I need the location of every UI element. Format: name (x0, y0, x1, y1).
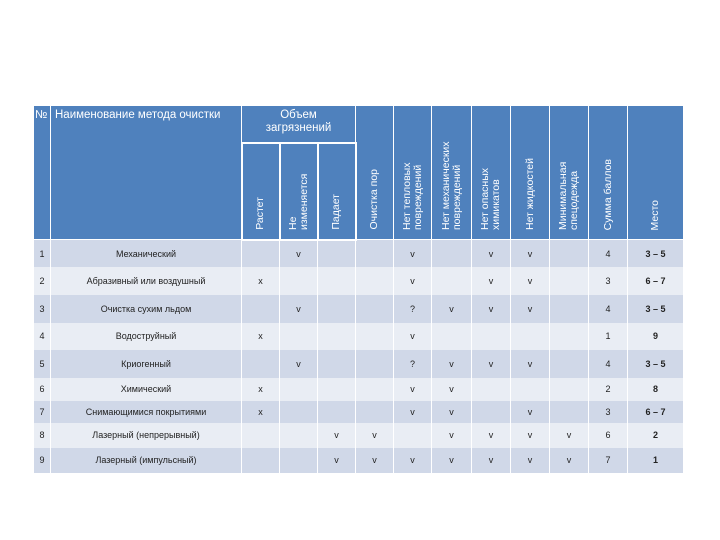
header-place: Место (628, 106, 684, 240)
cell-cloth: v (550, 423, 589, 448)
header-clothing: Минимальная спецодежда (550, 106, 589, 240)
cell-grows: x (242, 267, 280, 295)
cell-pores (356, 323, 394, 351)
cell-num: 5 (34, 350, 51, 378)
cell-liq: v (511, 267, 550, 295)
cell-mech: v (432, 448, 472, 473)
header-volume-group: Объем загрязнений (242, 106, 356, 144)
cell-pores (356, 350, 394, 378)
table-row (34, 323, 684, 351)
cell-mech: v (432, 295, 472, 323)
table-row (34, 295, 684, 323)
table-row (34, 240, 684, 268)
cell-place: 3 – 5 (628, 240, 684, 268)
cell-thermal: v (394, 267, 432, 295)
cell-cloth (550, 378, 589, 401)
cell-score: 2 (589, 378, 628, 401)
cell-cloth: v (550, 448, 589, 473)
cell-name: Лазерный (импульсный) (51, 448, 242, 473)
cell-pores (356, 295, 394, 323)
cell-mech: v (432, 350, 472, 378)
cell-same: v (280, 350, 318, 378)
cell-same (280, 448, 318, 473)
cell-grows (242, 423, 280, 448)
cell-place: 2 (628, 423, 684, 448)
cell-liq (511, 378, 550, 401)
cell-score: 4 (589, 295, 628, 323)
cell-falls: v (318, 423, 356, 448)
cell-cloth (550, 401, 589, 424)
cell-cloth (550, 240, 589, 268)
cell-name: Механический (51, 240, 242, 268)
cell-score: 4 (589, 240, 628, 268)
cell-liq: v (511, 423, 550, 448)
cell-chem: v (472, 240, 511, 268)
cell-liq (511, 323, 550, 351)
header-pores: Очистка пор (356, 106, 394, 240)
cleaning-methods-table (33, 105, 684, 473)
cell-liq: v (511, 295, 550, 323)
cell-place: 6 – 7 (628, 401, 684, 424)
cell-name: Криогенный (51, 350, 242, 378)
header-score: Сумма баллов (589, 106, 628, 240)
cell-thermal: v (394, 323, 432, 351)
header-volume-grows: Растет (242, 143, 280, 239)
cell-falls (318, 401, 356, 424)
cell-chem (472, 323, 511, 351)
cell-cloth (550, 267, 589, 295)
cell-score: 7 (589, 448, 628, 473)
cell-falls (318, 378, 356, 401)
cell-num: 6 (34, 378, 51, 401)
cell-same (280, 378, 318, 401)
cell-name: Водоструйный (51, 323, 242, 351)
cell-chem: v (472, 267, 511, 295)
cell-place: 3 – 5 (628, 350, 684, 378)
cell-pores: v (356, 448, 394, 473)
cell-mech (432, 240, 472, 268)
header-volume-falls: Падает (318, 143, 356, 239)
cell-cloth (550, 323, 589, 351)
cell-place: 8 (628, 378, 684, 401)
cell-mech (432, 267, 472, 295)
cell-liq: v (511, 448, 550, 473)
cell-name: Абразивный или воздушный (51, 267, 242, 295)
cell-pores (356, 401, 394, 424)
cell-cloth (550, 295, 589, 323)
table-row (34, 401, 684, 424)
cell-name: Снимающимися покрытиями (51, 401, 242, 424)
cell-cloth (550, 350, 589, 378)
cell-pores (356, 267, 394, 295)
cell-thermal: ? (394, 295, 432, 323)
cell-num: 4 (34, 323, 51, 351)
cell-same: v (280, 295, 318, 323)
cell-chem: v (472, 423, 511, 448)
cell-score: 4 (589, 350, 628, 378)
cell-falls: v (318, 448, 356, 473)
table-row (34, 423, 684, 448)
cell-chem (472, 401, 511, 424)
cell-thermal: v (394, 240, 432, 268)
cell-num: 2 (34, 267, 51, 295)
cell-same (280, 423, 318, 448)
cell-place: 9 (628, 323, 684, 351)
header-volume-same: Не изменяется (280, 143, 318, 239)
cell-grows (242, 295, 280, 323)
table-row (34, 378, 684, 401)
cell-liq: v (511, 240, 550, 268)
cell-grows (242, 350, 280, 378)
cell-num: 8 (34, 423, 51, 448)
cell-same (280, 267, 318, 295)
cell-score: 1 (589, 323, 628, 351)
cell-falls (318, 323, 356, 351)
header-liquids: Нет жидкостей (511, 106, 550, 240)
cell-thermal: ? (394, 350, 432, 378)
header-thermal: Нет тепловых повреждений (394, 106, 432, 240)
cell-thermal: v (394, 401, 432, 424)
cell-name: Лазерный (непрерывный) (51, 423, 242, 448)
table-row (34, 350, 684, 378)
table-row (34, 267, 684, 295)
cell-grows (242, 448, 280, 473)
cell-name: Очистка сухим льдом (51, 295, 242, 323)
cell-pores: v (356, 423, 394, 448)
cell-falls (318, 295, 356, 323)
cell-thermal: v (394, 378, 432, 401)
cell-grows: x (242, 401, 280, 424)
cell-thermal (394, 423, 432, 448)
cell-liq: v (511, 350, 550, 378)
cell-falls (318, 240, 356, 268)
header-num: № (34, 106, 51, 240)
cell-grows (242, 240, 280, 268)
cell-place: 6 – 7 (628, 267, 684, 295)
cell-same: v (280, 240, 318, 268)
cell-pores (356, 240, 394, 268)
cell-num: 7 (34, 401, 51, 424)
cell-score: 3 (589, 267, 628, 295)
cell-chem: v (472, 350, 511, 378)
cell-same (280, 401, 318, 424)
cell-score: 6 (589, 423, 628, 448)
cell-chem: v (472, 448, 511, 473)
header-chemicals: Нет опасных химикатов (472, 106, 511, 240)
header-method: Наименование метода очистки (51, 106, 242, 240)
cell-num: 1 (34, 240, 51, 268)
cell-mech (432, 323, 472, 351)
cell-name: Химический (51, 378, 242, 401)
cell-num: 3 (34, 295, 51, 323)
cell-liq: v (511, 401, 550, 424)
cell-same (280, 323, 318, 351)
cell-place: 3 – 5 (628, 295, 684, 323)
table-row (34, 448, 684, 473)
cell-mech: v (432, 423, 472, 448)
cell-falls (318, 267, 356, 295)
cell-pores (356, 378, 394, 401)
cell-mech: v (432, 401, 472, 424)
cell-falls (318, 350, 356, 378)
cell-num: 9 (34, 448, 51, 473)
cell-chem (472, 378, 511, 401)
cell-grows: x (242, 323, 280, 351)
cell-chem: v (472, 295, 511, 323)
cell-place: 1 (628, 448, 684, 473)
cell-thermal: v (394, 448, 432, 473)
header-mechanical: Нет механических повреждений (432, 106, 472, 240)
cell-grows: x (242, 378, 280, 401)
cell-mech: v (432, 378, 472, 401)
cell-score: 3 (589, 401, 628, 424)
